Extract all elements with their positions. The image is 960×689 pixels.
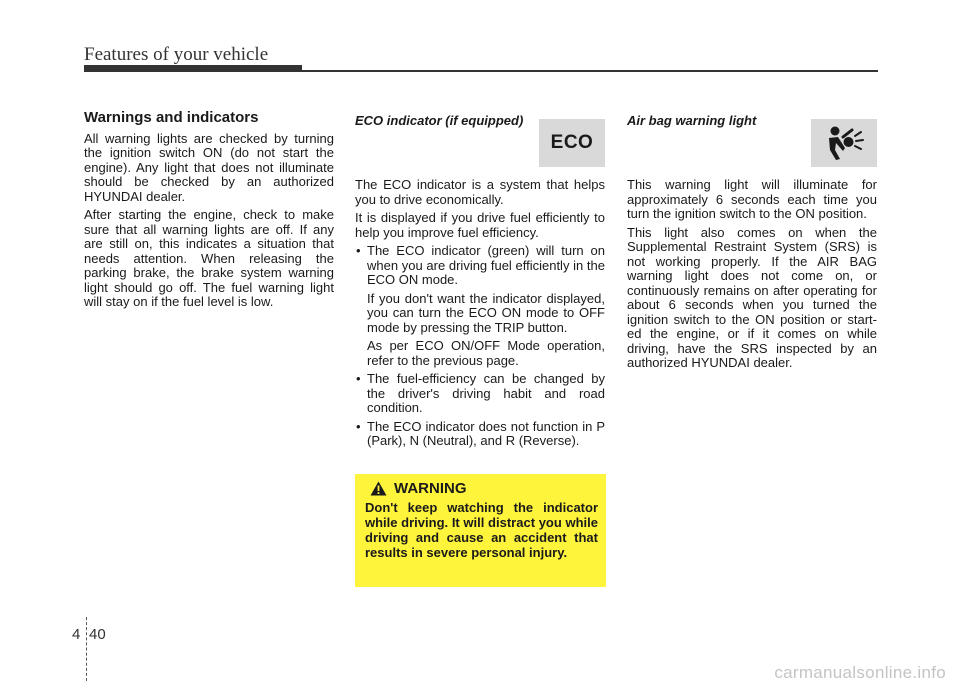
- footer-divider: [86, 617, 87, 681]
- list-item: [355, 372, 605, 416]
- chapter-number: 4: [72, 626, 81, 643]
- list-item: [355, 420, 605, 449]
- warning-body: Don't keep watching the indicator while driving. It will distract you while driving and cause an accident that results in severe personal injury.: [365, 500, 598, 560]
- bullet-text: • The ECO indicator does not function in P (Park), N (Neutral), and R (Reverse).: [367, 418, 605, 448]
- eco-heading-row: [355, 114, 605, 174]
- bullet-sub-paragraph: If you don't want the indicator displayed, you can turn the ECO ON mode to OFF mode by pressing the TRIP button.: [367, 290, 605, 335]
- bullet-sub-paragraph: As per ECO ON/OFF Mode operation, refer to the previous page.: [367, 338, 605, 368]
- warnings-heading: Warnings and indicators: [84, 109, 259, 126]
- eco-icon-label: ECO: [550, 131, 594, 153]
- paragraph: This light also comes on when the Supplemental Restraint System (SRS) is not working properly. If the AIR BAG warning light does not come on, or continuously remains on after operating for about 6 seconds when you turned the ignition switch to the ON position or start-ed the engine, or if it comes on while driving, have the SRS inspected by an authorized HYUNDAI dealer.: [627, 224, 877, 370]
- header-rule-thick: [84, 65, 302, 72]
- column-warnings-indicators: [84, 108, 334, 314]
- eco-icon: [539, 119, 605, 167]
- paragraph: It is displayed if you drive fuel efficiently to help you improve fuel efficiency.: [355, 210, 605, 240]
- watermark: carmanualsonline.info: [774, 663, 946, 682]
- airbag-heading-row: [627, 114, 877, 174]
- eco-bullet-list: [355, 244, 605, 449]
- warning-triangle-icon: [370, 481, 387, 496]
- header-rule-thin: [300, 70, 878, 72]
- warning-box: [355, 474, 606, 587]
- paragraph: All warning lights are checked by turning the ignition switch ON (do not start the engine). Any light that does not illuminate should be checked by an authorized HYUNDAI dealer.: [84, 130, 334, 204]
- page-number: 40: [89, 626, 106, 643]
- airbag-warning-icon: [811, 119, 877, 167]
- column-eco-indicator: [355, 108, 605, 453]
- section-title: Features of your vehicle: [84, 44, 269, 65]
- warning-title-row: [370, 480, 598, 497]
- paragraph: The ECO indicator is a system that helps you to drive economically.: [355, 177, 605, 207]
- paragraph: After starting the engine, check to make sure that all warning lights are off. If any are still on, this indicates a situation that needs attention. When releasing the parking brake, the brake system warning light should go off. The fuel warning light will stay on if the fuel level is low.: [84, 207, 334, 309]
- eco-subheading: ECO indicator (if equipped): [355, 113, 524, 128]
- airbag-person-icon: [822, 123, 866, 163]
- list-item: [355, 244, 605, 368]
- column-airbag-warning: [627, 108, 877, 375]
- airbag-subheading: Air bag warning light: [627, 113, 757, 128]
- paragraph: This warning light will illuminate for approximately 6 seconds each time you turn the ignition switch to the ON position.: [627, 177, 877, 221]
- bullet-text: • The ECO indicator (green) will turn on when you are driving fuel efficiently in the ECO ON mode.: [367, 243, 605, 287]
- bullet-text: • The fuel-efficiency can be changed by the driver's driving habit and road condition.: [367, 371, 605, 415]
- warning-title: WARNING: [394, 480, 467, 497]
